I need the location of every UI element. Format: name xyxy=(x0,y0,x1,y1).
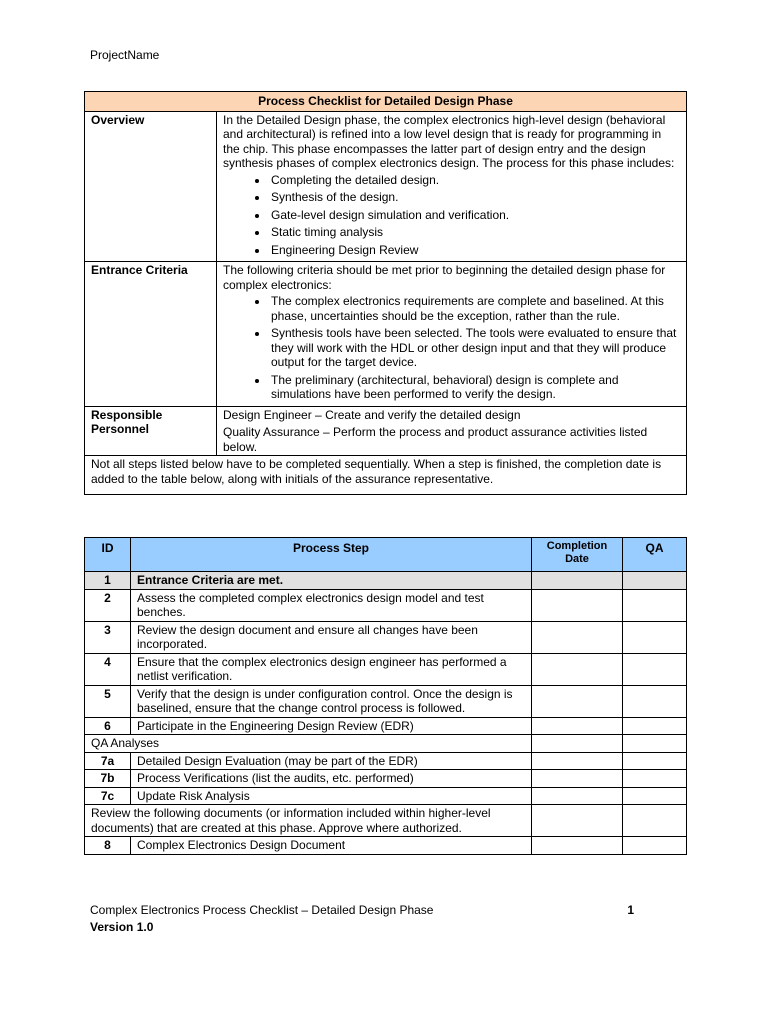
entrance-criteria-row xyxy=(85,262,687,407)
step-text: Update Risk Analysis xyxy=(131,787,532,805)
overview-label: Overview xyxy=(85,111,217,262)
sequence-note-row xyxy=(85,456,687,495)
table-row xyxy=(85,589,687,621)
steps-header-row xyxy=(85,538,687,572)
qa-initials-cell[interactable] xyxy=(623,572,687,590)
entrance-criteria-bullet: • The complex electronics requirements are complete and baselined. At this phase, uncertainties should be the exception, rather than the rule. xyxy=(269,294,680,323)
completion-date-cell[interactable] xyxy=(532,787,623,805)
table-row xyxy=(85,787,687,805)
entrance-criteria-label: Entrance Criteria xyxy=(85,262,217,407)
entrance-criteria-text: The following criteria should be met prior to beginning the detailed design phase for complex electronics: xyxy=(223,263,666,292)
step-id: 6 xyxy=(85,717,131,735)
footer-title: Complex Electronics Process Checklist – Detailed Design Phase xyxy=(90,903,434,917)
step-text: Entrance Criteria are met. xyxy=(131,572,532,590)
overview-content xyxy=(217,111,687,262)
overview-bullet-list xyxy=(223,173,680,258)
qa-initials-cell xyxy=(623,805,687,837)
step-text: Verify that the design is under configuration control. Once the design is baselined, ensure that the change control process is followed. xyxy=(131,685,532,717)
overview-row xyxy=(85,111,687,262)
step-text: Participate in the Engineering Design Review (EDR) xyxy=(131,717,532,735)
table-row xyxy=(85,685,687,717)
entrance-criteria-bullet: • Synthesis tools have been selected. The tools were evaluated to ensure that they will work with the HDL or other design input and that they will produce output for the target device. xyxy=(269,326,680,370)
table-row xyxy=(85,770,687,788)
overview-bullet: • Completing the detailed design. xyxy=(269,173,680,188)
table-row xyxy=(85,837,687,855)
page-number: 1 xyxy=(627,903,634,917)
completion-date-cell[interactable] xyxy=(532,685,623,717)
step-id: 4 xyxy=(85,653,131,685)
qa-initials-cell[interactable] xyxy=(623,752,687,770)
step-id: 8 xyxy=(85,837,131,855)
table-row xyxy=(85,621,687,653)
qa-initials-cell xyxy=(623,735,687,753)
responsible-personnel-label: Responsible Personnel xyxy=(85,406,217,456)
qa-column-header: QA xyxy=(623,538,687,572)
sequence-note: Not all steps listed below have to be completed sequentially. When a step is finished, the completion date is added to the table below, along with initials of the assurance representative. xyxy=(85,456,687,495)
entrance-criteria-content xyxy=(217,262,687,407)
table-row xyxy=(85,653,687,685)
process-step-column-header: Process Step xyxy=(131,538,532,572)
completion-date-cell[interactable] xyxy=(532,717,623,735)
step-text: Review the design document and ensure all changes have been incorporated. xyxy=(131,621,532,653)
step-id: 2 xyxy=(85,589,131,621)
table-row xyxy=(85,717,687,735)
step-text: Process Verifications (list the audits, etc. performed) xyxy=(131,770,532,788)
completion-date-column-header: Completion Date xyxy=(532,538,623,572)
step-id: 3 xyxy=(85,621,131,653)
qa-initials-cell[interactable] xyxy=(623,685,687,717)
step-id: 1 xyxy=(85,572,131,590)
review-documents-label: Review the following documents (or information included within higher-level documents) that are created at this phase. Approve where authorized. xyxy=(85,805,532,837)
qa-initials-cell[interactable] xyxy=(623,837,687,855)
completion-date-cell[interactable] xyxy=(532,837,623,855)
id-column-header: ID xyxy=(85,538,131,572)
overview-bullet: • Engineering Design Review xyxy=(269,243,680,258)
step-id: 7b xyxy=(85,770,131,788)
personnel-quality-assurance: Quality Assurance – Perform the process and product assurance activities listed below. xyxy=(223,425,648,454)
completion-date-cell[interactable] xyxy=(532,770,623,788)
overview-text: In the Detailed Design phase, the complex electronics high-level design (behavioral and architectural) is refined into a low level design that is ready for programming in the chip. This phase encompasses the latter part of design entry and the design synthesis phases of complex electronics design. The process for this phase includes: xyxy=(223,112,675,170)
qa-initials-cell[interactable] xyxy=(623,653,687,685)
project-name: ProjectName xyxy=(90,48,160,62)
qa-initials-cell[interactable] xyxy=(623,621,687,653)
entrance-criteria-bullet-list xyxy=(223,294,680,402)
step-text: Detailed Design Evaluation (may be part of the EDR) xyxy=(131,752,532,770)
qa-initials-cell[interactable] xyxy=(623,770,687,788)
overview-bullet: • Gate-level design simulation and verification. xyxy=(269,208,680,223)
responsible-personnel-content xyxy=(217,406,687,456)
step-id: 5 xyxy=(85,685,131,717)
completion-date-cell[interactable] xyxy=(532,589,623,621)
responsible-personnel-row xyxy=(85,406,687,456)
page-footer xyxy=(90,902,634,936)
step-id: 7c xyxy=(85,787,131,805)
checklist-title-row xyxy=(85,92,687,112)
process-checklist-table xyxy=(84,91,687,495)
qa-initials-cell[interactable] xyxy=(623,787,687,805)
overview-bullet: • Synthesis of the design. xyxy=(269,190,680,205)
overview-bullet: • Static timing analysis xyxy=(269,225,680,240)
completion-date-cell[interactable] xyxy=(532,572,623,590)
entrance-criteria-bullet: • The preliminary (architectural, behavioral) design is complete and simulations have been performed to verify the design. xyxy=(269,373,680,402)
table-row xyxy=(85,752,687,770)
step-text: Complex Electronics Design Document xyxy=(131,837,532,855)
process-steps-table xyxy=(84,537,687,855)
version-label: Version 1.0 xyxy=(90,920,154,934)
completion-date-cell[interactable] xyxy=(532,621,623,653)
step-text: Assess the completed complex electronics design model and test benches. xyxy=(131,589,532,621)
step-text: Ensure that the complex electronics design engineer has performed a netlist verification. xyxy=(131,653,532,685)
checklist-title: Process Checklist for Detailed Design Phase xyxy=(85,92,687,112)
completion-date-cell[interactable] xyxy=(532,653,623,685)
completion-date-cell xyxy=(532,735,623,753)
qa-analyses-section-row xyxy=(85,735,687,753)
completion-date-cell[interactable] xyxy=(532,752,623,770)
review-documents-section-row xyxy=(85,805,687,837)
qa-initials-cell[interactable] xyxy=(623,717,687,735)
qa-analyses-label: QA Analyses xyxy=(85,735,532,753)
table-row xyxy=(85,572,687,590)
step-id: 7a xyxy=(85,752,131,770)
completion-date-cell xyxy=(532,805,623,837)
personnel-design-engineer: Design Engineer – Create and verify the detailed design xyxy=(223,407,521,422)
qa-initials-cell[interactable] xyxy=(623,589,687,621)
